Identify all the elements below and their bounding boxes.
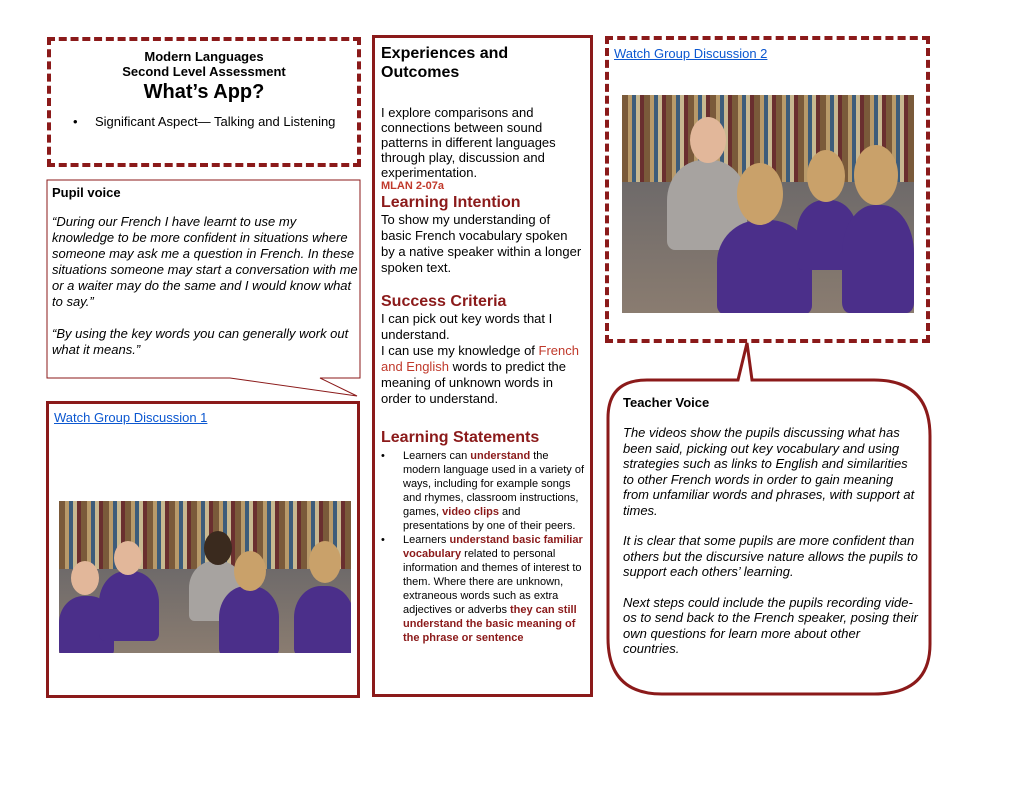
teacher-head [204,531,232,565]
video-2-box [605,36,930,343]
learning-statement-2 [381,533,584,645]
header-box [47,37,361,167]
pupil-head [309,541,341,583]
ls2-part-c: related to personal information and themes of interest to them. Where there are unknown, extraneous words such as extra adjectives or adverbs [403,548,582,616]
pupil-head [737,163,783,225]
significant-aspect-text: Significant Aspect— Talking and Listening [95,114,336,129]
bullet-dot: • [381,534,385,546]
pupil-voice-box [52,183,358,373]
learning-intention-title: Learning Intention [381,194,521,211]
experiences-outcomes-title: Experiences and Outcomes [381,45,509,81]
group-discussion-1-photo [59,501,351,653]
ls1-text [403,449,584,533]
learning-statement-1 [381,449,584,533]
ls2-highlight-1: understand basic familiar vocabulary [403,534,583,560]
ls1-highlight-2: video clips [442,506,499,518]
pupil-head [71,561,99,595]
pupil-head [807,150,845,202]
ls1-part-e: and presentations by one of their peers. [403,506,576,532]
teacher-voice-box [623,395,918,685]
pupil-quote-2: “By using the key words you can generally work out what it means.” [52,326,349,357]
page-title: What’s App? [143,81,265,103]
ls1-highlight-1: understand [470,450,531,462]
bullet-dot: • [73,114,78,129]
pupil-head [234,551,266,591]
watch-discussion-2-link[interactable]: Watch Group Discussion 2 [614,46,768,61]
learning-intention-text: To show my understanding of basic French vocabulary spoken by a native speaker within a longer spoken text. [381,212,582,275]
video-1-box [46,401,360,698]
teacher-voice-p3: Next steps could include the pupils recording vide-os to send back to the French speaker, posing their own questions for learn more about other countries. [623,594,918,656]
pupil-figure [294,586,351,653]
ls2-part-a: Learners [403,534,450,546]
sc2-highlight: French and English [381,343,579,374]
success-criteria-1: I can pick out key words that I understand. [381,311,553,342]
pupil-figure [842,205,914,313]
ls1-part-c: the modern language used in a variety of ways, including for example songs and rhymes, classroom instructions, games, [403,450,585,518]
ls2-text [403,533,584,645]
middle-column [372,35,593,697]
ls1-part-a: Learners can [403,450,471,462]
pupil-head [114,541,142,575]
pupil-head [854,145,898,205]
teacher-voice-p2: It is clear that some pupils are more confident than others but the discursive nature allows the pupils to support each others’ learning. [623,533,918,579]
learning-statements-title: Learning Statements [381,429,540,446]
header-line-2: Second Level Assessment [122,64,286,79]
group-discussion-2-photo [622,95,914,313]
sc2-part-c: words to predict the meaning of unknown words in order to understand. [381,359,567,406]
watch-discussion-1-link[interactable]: Watch Group Discussion 1 [54,410,208,425]
pupil-voice-label: Pupil voice [52,185,121,200]
pupil-figure [99,571,159,641]
teacher-voice-label: Teacher Voice [623,395,710,410]
bullet-dot: • [381,450,385,462]
pupil-figure [219,586,279,653]
significant-aspect-bullet [51,114,357,129]
header-line-1: Modern Languages [144,49,264,64]
pupil-quote-1: “During our French I have learnt to use my knowledge to be more confident in situations where someone may ask me a question in French. In these situations someone may start a conversation with me or a waiter may do the same and I would know what to say.” [52,214,358,309]
teacher-head [690,117,726,163]
experiences-outcomes-text: I explore comparisons and connections between sound patterns in different languages through play, discussion and experimentation. [381,105,556,180]
outcome-code: MLAN 2-07a [381,180,444,192]
sc2-part-a: I can use my knowledge of [381,343,539,358]
teacher-voice-p1: The videos show the pupils discussing what has been said, picking out key vocabulary and using strategies such as links to English and similarities to other French words in order to gain meaning from unfamiliar words and phrases, with support at times. [623,425,915,518]
success-criteria-title: Success Criteria [381,293,507,310]
success-criteria-2 [381,343,584,407]
ls2-highlight-2: they can still understand the basic meaning of the phrase or sentence [403,604,577,644]
